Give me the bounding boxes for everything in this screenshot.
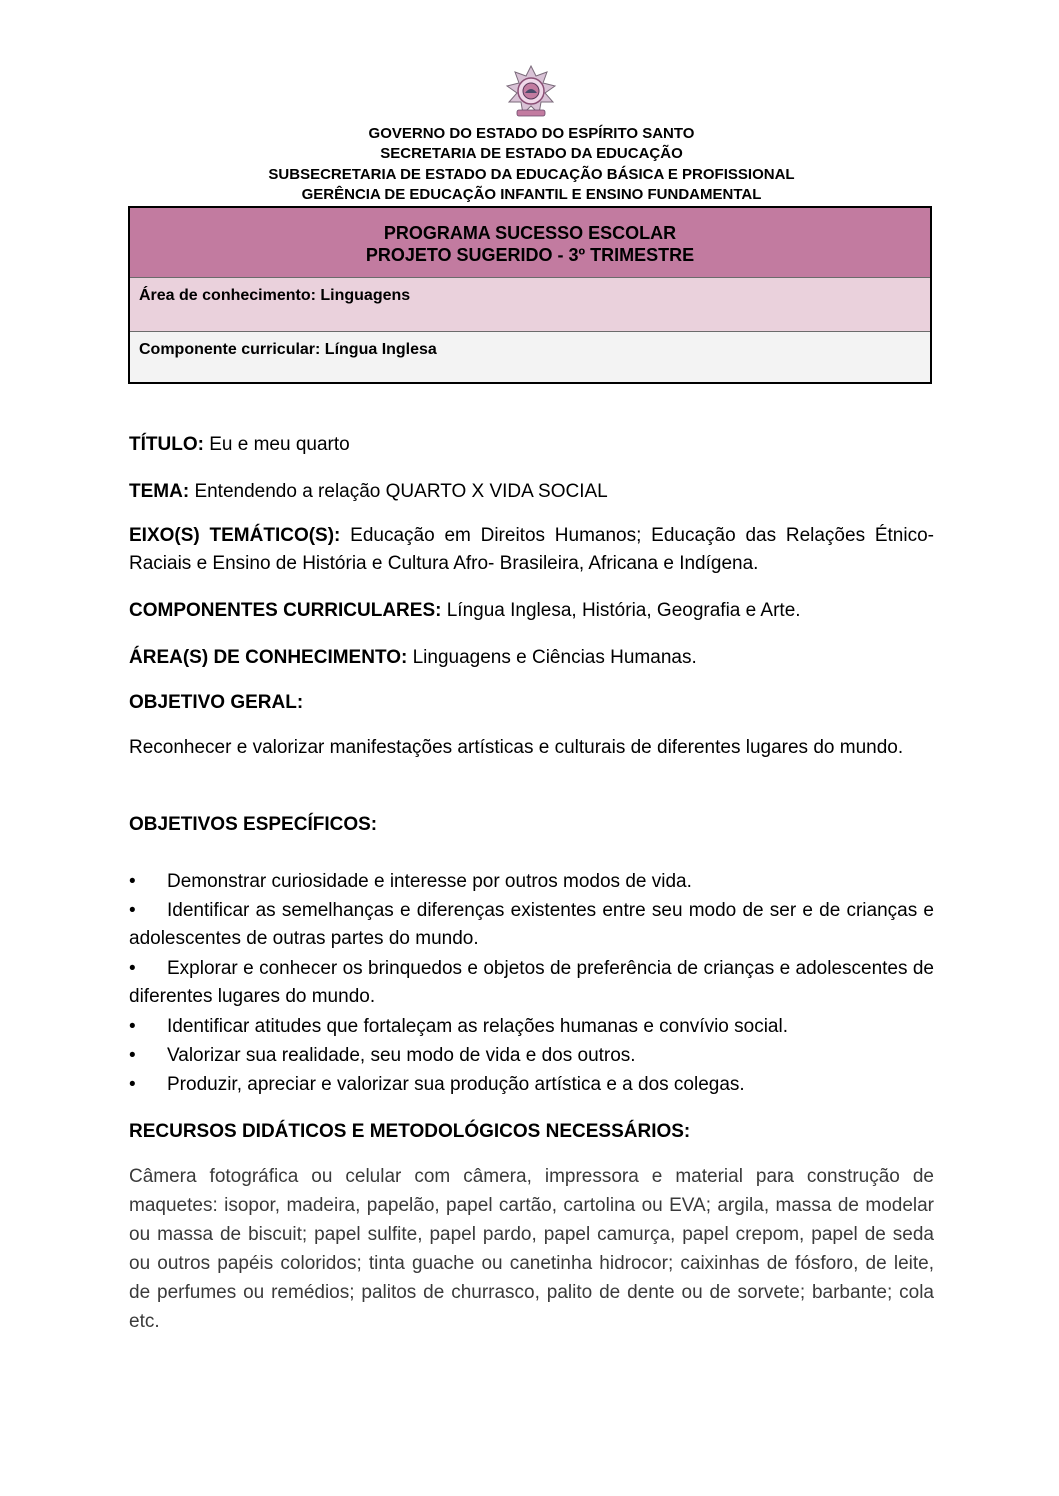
bullet-icon bbox=[129, 1042, 167, 1070]
objetivo-item-4 bbox=[129, 1013, 934, 1041]
titulo-paragraph bbox=[129, 431, 934, 459]
objetivo-item-text: Valorizar sua realidade, seu modo de vida e dos outros. bbox=[167, 1045, 636, 1066]
project-subtitle: PROJETO SUGERIDO - 3º TRIMESTRE bbox=[365, 245, 695, 265]
eixo-label: EIXO(S) TEMÁTICO(S): bbox=[129, 525, 341, 546]
area-conhecimento-row: Área de conhecimento: Linguagens bbox=[130, 278, 930, 332]
coat-of-arms-seal-icon bbox=[503, 64, 559, 122]
bullet-icon bbox=[129, 897, 167, 925]
header-line-governo: GOVERNO DO ESTADO DO ESPÍRITO SANTO bbox=[368, 125, 695, 142]
objetivo-item-3 bbox=[129, 955, 934, 1011]
bullet-icon bbox=[129, 868, 167, 896]
program-title: PROGRAMA SUCESSO ESCOLAR bbox=[383, 223, 677, 243]
areas-label: ÁREA(S) DE CONHECIMENTO: bbox=[129, 647, 408, 668]
objetivos-especificos-heading bbox=[129, 811, 934, 839]
objetivo-item-2 bbox=[129, 897, 934, 953]
componentes-paragraph bbox=[129, 597, 934, 625]
program-title-band bbox=[130, 208, 930, 278]
areas-value: Linguagens e Ciências Humanas. bbox=[412, 647, 697, 668]
tema-label: TEMA: bbox=[129, 481, 190, 502]
eixo-value: Educação em Direitos Humanos; Educação das Relações Étnico- Raciais e Ensino de História e Cultura Afro- Brasileira, Africana e Indígena. bbox=[129, 525, 934, 574]
objetivo-geral-heading bbox=[129, 689, 934, 717]
titulo-value: Eu e meu quarto bbox=[209, 434, 350, 455]
objetivos-especificos-label: OBJETIVOS ESPECÍFICOS: bbox=[129, 814, 378, 835]
bullet-icon bbox=[129, 1071, 167, 1099]
bullet-icon bbox=[129, 955, 167, 983]
componentes-label: COMPONENTES CURRICULARES: bbox=[129, 600, 442, 621]
titulo-label: TÍTULO: bbox=[129, 434, 204, 455]
recursos-label: RECURSOS DIDÁTICOS E METODOLÓGICOS NECESSÁRIOS: bbox=[129, 1121, 691, 1142]
program-info-box bbox=[128, 206, 932, 384]
header-line-subsecretaria: SUBSECRETARIA DE ESTADO DA EDUCAÇÃO BÁSICA E PROFISSIONAL bbox=[268, 166, 795, 183]
objetivo-item-1 bbox=[129, 868, 934, 896]
header-line-secretaria: SECRETARIA DE ESTADO DA EDUCAÇÃO bbox=[380, 145, 683, 162]
objetivo-item-5 bbox=[129, 1042, 934, 1070]
objetivo-item-text: Demonstrar curiosidade e interesse por outros modos de vida. bbox=[167, 871, 692, 892]
tema-paragraph bbox=[129, 478, 934, 506]
componente-curricular-row: Componente curricular: Língua Inglesa bbox=[130, 332, 930, 382]
areas-paragraph bbox=[129, 644, 934, 672]
objetivo-item-text: Identificar atitudes que fortaleçam as relações humanas e convívio social. bbox=[167, 1016, 788, 1037]
tema-value: Entendendo a relação QUARTO X VIDA SOCIAL bbox=[194, 481, 608, 502]
objetivo-geral-text: Reconhecer e valorizar manifestações artísticas e culturais de diferentes lugares do mundo. bbox=[129, 737, 904, 758]
componentes-value: Língua Inglesa, História, Geografia e Arte. bbox=[446, 600, 801, 621]
objetivo-item-6 bbox=[129, 1071, 934, 1099]
bullet-icon bbox=[129, 1013, 167, 1041]
eixo-paragraph bbox=[129, 522, 934, 578]
objetivo-geral-label: OBJETIVO GERAL: bbox=[129, 692, 304, 713]
recursos-heading bbox=[129, 1118, 934, 1146]
objetivo-item-text: Produzir, apreciar e valorizar sua produção artística e a dos colegas. bbox=[167, 1074, 745, 1095]
objetivo-item-text: Explorar e conhecer os brinquedos e objetos de preferência de crianças e adolescentes de diferentes lugares do mundo. bbox=[129, 958, 934, 1007]
header-line-gerencia: GERÊNCIA DE EDUCAÇÃO INFANTIL E ENSINO FUNDAMENTAL bbox=[301, 186, 762, 203]
recursos-text: Câmera fotográfica ou celular com câmera, impressora e material para construção de maquetes: isopor, madeira, papelão, papel cartão, cartolina ou EVA; argila, massa de modelar ou massa de biscuit; papel sulfite, papel pardo, papel camurça, papel crepom, papel de seda ou outros papéis coloridos; tinta guache ou canetinha hidrocor; caixinhas de fósforo, de leite, de perfumes ou remédios; palitos de churrasco, palito de dente ou de sorvete; barbante; cola etc. bbox=[129, 1166, 934, 1332]
objetivo-item-text: Identificar as semelhanças e diferenças existentes entre seu modo de ser e de crianças e adolescentes de outras partes do mundo. bbox=[129, 900, 934, 949]
